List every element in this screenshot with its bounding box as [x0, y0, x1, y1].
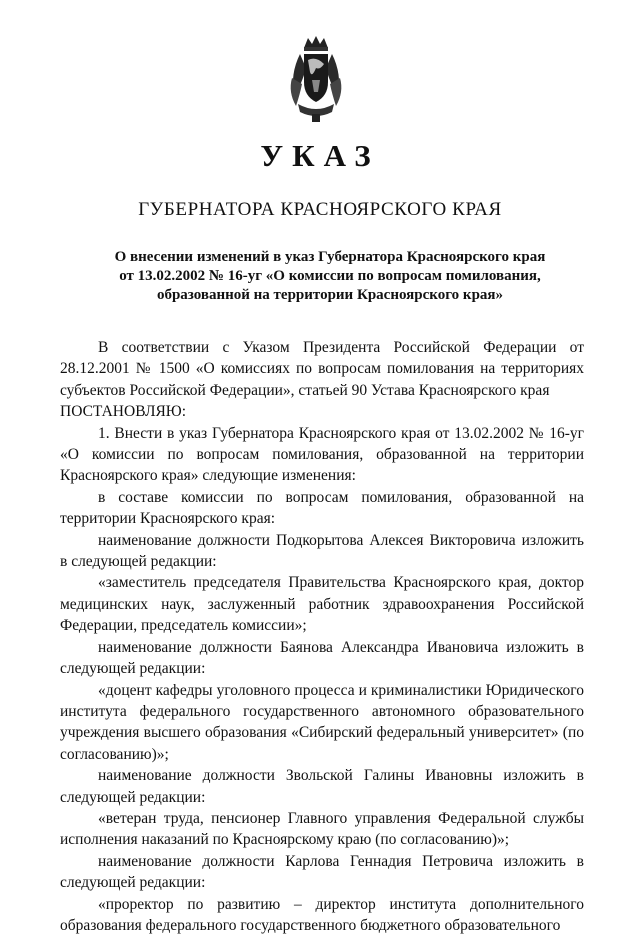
heading-line: образованной на территории Красноярского края» — [156, 287, 504, 303]
paragraph-resolve: ПОСТАНОВЛЯЮ: — [60, 403, 187, 421]
paragraph-position-bayanov: наименование должности Баянова Александра Ивановича изложить в следующей редакции: — [60, 638, 584, 678]
document-subtitle: ГУБЕРНАТОРА КРАСНОЯРСКОГО КРАЯ — [138, 199, 502, 220]
document-heading — [60, 248, 600, 305]
paragraph-wording-bayanov: «доцент кафедры уголовного процесса и криминалистики Юридического института федерального государственного автономного образовательного учреждения высшего образования «Сибирский федеральный университет» (по согласованию)»; — [60, 681, 584, 763]
paragraph-position-karlov: наименование должности Карлова Геннадия Петровича изложить в следующей редакции: — [60, 852, 584, 892]
paragraph-commission: в составе комиссии по вопросам помилования, образованной на территории Красноярского края: — [60, 488, 584, 528]
heading-line: О внесении изменений в указ Губернатора Красноярского края — [114, 249, 546, 265]
heading-line: от 13.02.2002 № 16-уг «О комиссии по вопросам помилования, — [119, 268, 541, 284]
paragraph-wording-zvolskaya: «ветеран труда, пенсионер Главного управления Федеральной службы исполнения наказаний по Красноярскому краю (по согласованию)»; — [60, 809, 584, 849]
document-title: УКАЗ — [260, 138, 380, 173]
paragraph-preamble: В соответствии с Указом Президента Российской Федерации от 28.12.2001 № 1500 «О комиссиях по вопросам помилования на территориях субъектов Российской Федерации», статьей 90 Устава Красноярского края — [60, 339, 584, 399]
document-body — [60, 337, 584, 936]
paragraph-item-1: 1. Внести в указ Губернатора Красноярского края от 13.02.2002 № 16-уг «О комиссии по вопросам помилования, образованной на территории Красноярского края» следующие изменения: — [60, 424, 584, 485]
paragraph-wording-karlov: «проректор по развитию – директор института дополнительного образования федерального государственного бюджетного образовательного — [60, 895, 584, 934]
coat-of-arms-emblem — [286, 34, 346, 124]
paragraph-wording-podkorytov: «заместитель председателя Правительства Красноярского края, доктор медицинских наук, заслуженный работник здравоохранения Российской Федерации, председатель комиссии»; — [60, 574, 584, 635]
paragraph-position-podkorytov: наименование должности Подкорытова Алексея Викторовича изложить в следующей редакции: — [60, 531, 584, 571]
paragraph-position-zvolskaya: наименование должности Звольской Галины Ивановны изложить в следующей редакции: — [60, 767, 584, 806]
